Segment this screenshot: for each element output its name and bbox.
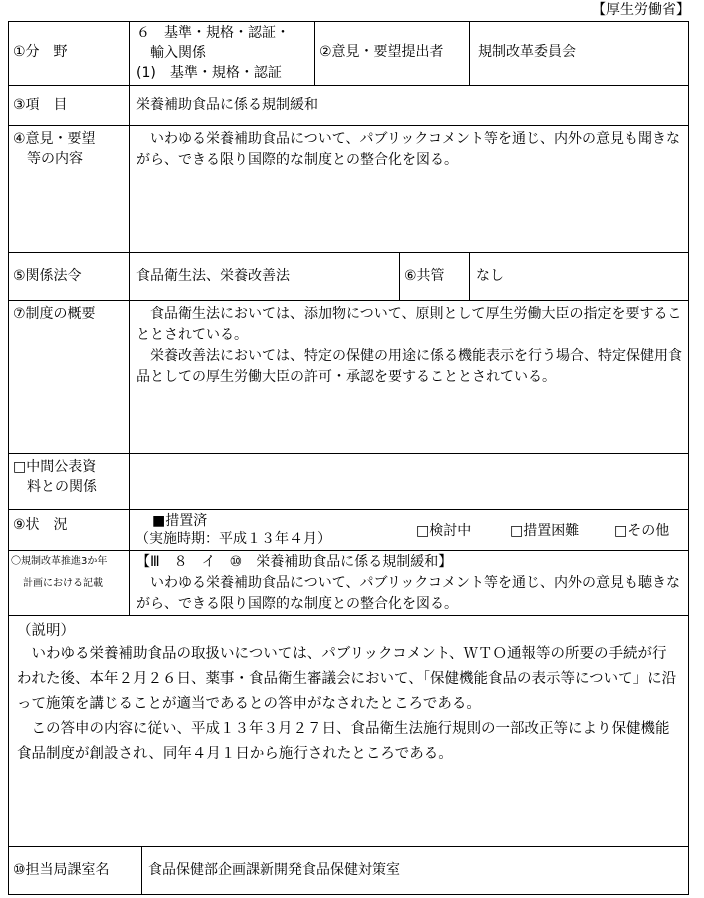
explanation-paragraph: この答申の内容に従い、平成１３年３月２７日、食品衛生法施行規則の一部改正等により保健機能食品制度が創設され、同年４月１日から施行されたところである。	[17, 721, 670, 762]
row-system	[9, 301, 688, 454]
opinion-paragraph: いわゆる栄養補助食品について、パブリックコメント等を通じ、内外の意見も聞きながら、できる限り国際的な制度との整合化を図る。	[136, 131, 681, 168]
explanation-label: （説明）	[17, 623, 75, 639]
ministry-name: 【厚生労働省】	[592, 2, 690, 18]
explanation-paragraph: いわゆる栄養補助食品の取扱いについては、パブリックコメント、ＷＴＯ通報等の所要の手続が行われた後、本年２月２６日、薬事・食品衛生審議会において、「保健機能食品の表示等について」に沿って施策を講じることが適当であるとの答申がなされたところである。	[17, 646, 677, 712]
opinion-text	[129, 126, 688, 252]
plan-label-line: 計画における記載	[23, 578, 103, 589]
field-line: (1) 基準・規格・認証	[136, 65, 282, 81]
row-interim	[9, 454, 688, 510]
row-item	[9, 86, 688, 126]
item-label: ③項 目	[13, 97, 68, 113]
row-office	[9, 847, 688, 894]
field-value	[129, 22, 314, 85]
status-other: □その他	[614, 523, 670, 539]
system-paragraph: 食品衛生法においては、添加物について、原則として厚生労働大臣の指定を要することとされている。	[136, 306, 682, 343]
plan-text	[129, 551, 688, 615]
field-label: ①分 野	[13, 44, 68, 60]
plan-paragraph: いわゆる栄養補助食品について、パブリックコメント等を通じ、内外の意見も聴きながら、できる限り国際的な制度との整合化を図る。	[136, 575, 681, 612]
office-value: 食品保健部企画課新開発食品保健対策室	[141, 847, 688, 894]
plan-label	[9, 551, 129, 615]
interim-label	[9, 454, 129, 509]
explanation-text	[9, 616, 688, 846]
plan-label-line: 〇規制改革推進3か年	[11, 556, 108, 567]
system-text	[129, 301, 688, 453]
field-line: ６ 基準・規格・認証・	[136, 25, 290, 41]
office-label: ⑩担当局課室名	[13, 862, 110, 878]
status-period: （実施時期：平成１３年４月）	[135, 531, 331, 547]
system-paragraph: 栄養改善法においては、特定の保健の用途に係る機能表示を行う場合、特定保健用食品としての厚生労働大臣の許可・承認を要することとされている。	[136, 348, 682, 385]
laws-value: 食品衛生法、栄養改善法	[129, 253, 399, 300]
submitter-label: ②意見・要望提出者	[314, 22, 469, 85]
opinion-label-line: ④意見・要望	[13, 131, 96, 147]
opinion-label	[9, 126, 129, 252]
row-status	[9, 510, 688, 551]
row-explanation	[9, 616, 688, 847]
status-review: □検討中	[416, 523, 472, 539]
opinion-label-line: 等の内容	[13, 151, 83, 167]
system-label: ⑦制度の概要	[13, 306, 96, 322]
interim-value	[129, 454, 688, 509]
laws-label: ⑤関係法令	[13, 268, 82, 284]
row-plan	[9, 551, 688, 616]
status-label: ⑨状 況	[13, 517, 68, 533]
jurisdiction-value: なし	[469, 253, 688, 300]
field-line: 輸入関係	[136, 45, 206, 61]
interim-label-line: □中間公表資	[13, 459, 97, 475]
row-field	[9, 22, 688, 86]
row-laws	[9, 253, 688, 301]
status-done: ■措置済	[152, 513, 208, 529]
status-difficult: □措置困難	[510, 523, 580, 539]
interim-label-line: 料との関係	[13, 479, 97, 495]
submitter-value: 規制改革委員会	[469, 22, 688, 85]
form-table	[8, 21, 689, 895]
jurisdiction-label: ⑥共管	[399, 253, 469, 300]
plan-heading: 【Ⅲ ８ イ ⑩ 栄養補助食品に係る規制緩和】	[136, 554, 453, 570]
row-opinion	[9, 126, 688, 253]
status-value	[129, 510, 688, 550]
item-value: 栄養補助食品に係る規制緩和	[129, 86, 688, 125]
